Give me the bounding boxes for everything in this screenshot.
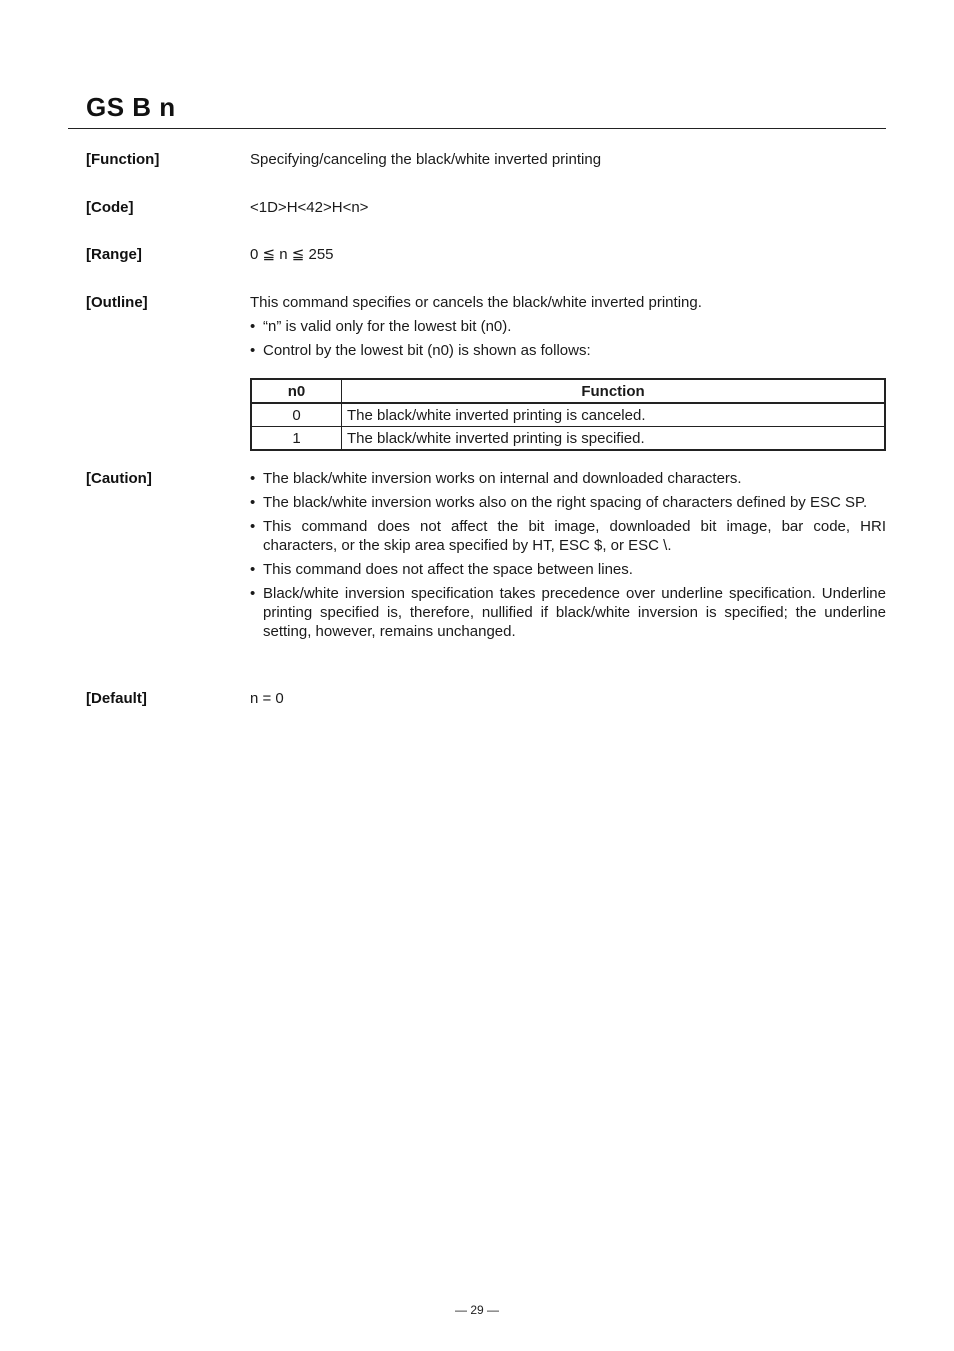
outline-bullet [250, 317, 886, 336]
page-title: GS B n [86, 92, 176, 122]
table-row [251, 403, 885, 427]
table-row [251, 427, 885, 451]
range-label: [Range] [86, 246, 142, 263]
table-header-function: Function [342, 379, 886, 403]
title-rule [68, 128, 886, 129]
table-cell-n0: 1 [251, 427, 342, 451]
caution-bullet-text: The black/white inversion works on internal and downloaded characters. [263, 470, 742, 487]
page-number: — 29 — [454, 1303, 499, 1317]
outline-bullet [250, 341, 886, 360]
table-cell-n0: 0 [251, 403, 342, 427]
n0-function-table [250, 378, 886, 451]
outline-bullet-text: “n” is valid only for the lowest bit (n0). [263, 318, 512, 335]
table-header-n0: n0 [251, 379, 342, 403]
function-label: [Function] [86, 151, 160, 168]
caution-bullet [250, 469, 886, 488]
caution-bullet-text: This command does not affect the bit image, downloaded bit image, bar code, HRI characters, or the skip area specified by HT, ESC $, or ESC \. [263, 518, 886, 554]
caution-bullet [250, 560, 886, 579]
bullet-dot: • [250, 518, 256, 535]
table-cell-function: The black/white inverted printing is specified. [342, 427, 886, 451]
bullet-dot: • [250, 318, 256, 335]
default-text: n = 0 [250, 690, 284, 707]
caution-bullet [250, 493, 886, 512]
caution-label: [Caution] [86, 470, 152, 487]
function-text: Specifying/canceling the black/white inverted printing [250, 151, 602, 168]
caution-bullet-text: The black/white inversion works also on the right spacing of characters defined by ESC SP. [263, 494, 868, 511]
bullet-dot: • [250, 585, 256, 602]
outline-bullet-text: Control by the lowest bit (n0) is shown as follows: [263, 342, 591, 359]
bullet-dot: • [250, 494, 256, 511]
table-header-row [251, 379, 885, 403]
outline-intro: This command specifies or cancels the black/white inverted printing. [250, 294, 702, 311]
range-text: 0 ≦ n ≦ 255 [250, 246, 334, 263]
code-label: [Code] [86, 199, 134, 216]
caution-bullet [250, 584, 886, 641]
outline-label: [Outline] [86, 294, 148, 311]
bullet-dot: • [250, 561, 256, 578]
outline-body [250, 293, 886, 365]
default-label: [Default] [86, 690, 147, 707]
bullet-dot: • [250, 470, 256, 487]
caution-bullet [250, 517, 886, 555]
caution-bullet-text: Black/white inversion specification takes precedence over underline specification. Underline printing specified is, therefore, nullified if black/white inversion is specified; the underline setting, however, remains unchanged. [263, 585, 886, 640]
caution-bullet-text: This command does not affect the space between lines. [263, 561, 633, 578]
code-text: <1D>H<42>H<n> [250, 199, 369, 216]
bullet-dot: • [250, 342, 256, 359]
caution-body [250, 469, 886, 646]
table-cell-function: The black/white inverted printing is canceled. [342, 403, 886, 427]
